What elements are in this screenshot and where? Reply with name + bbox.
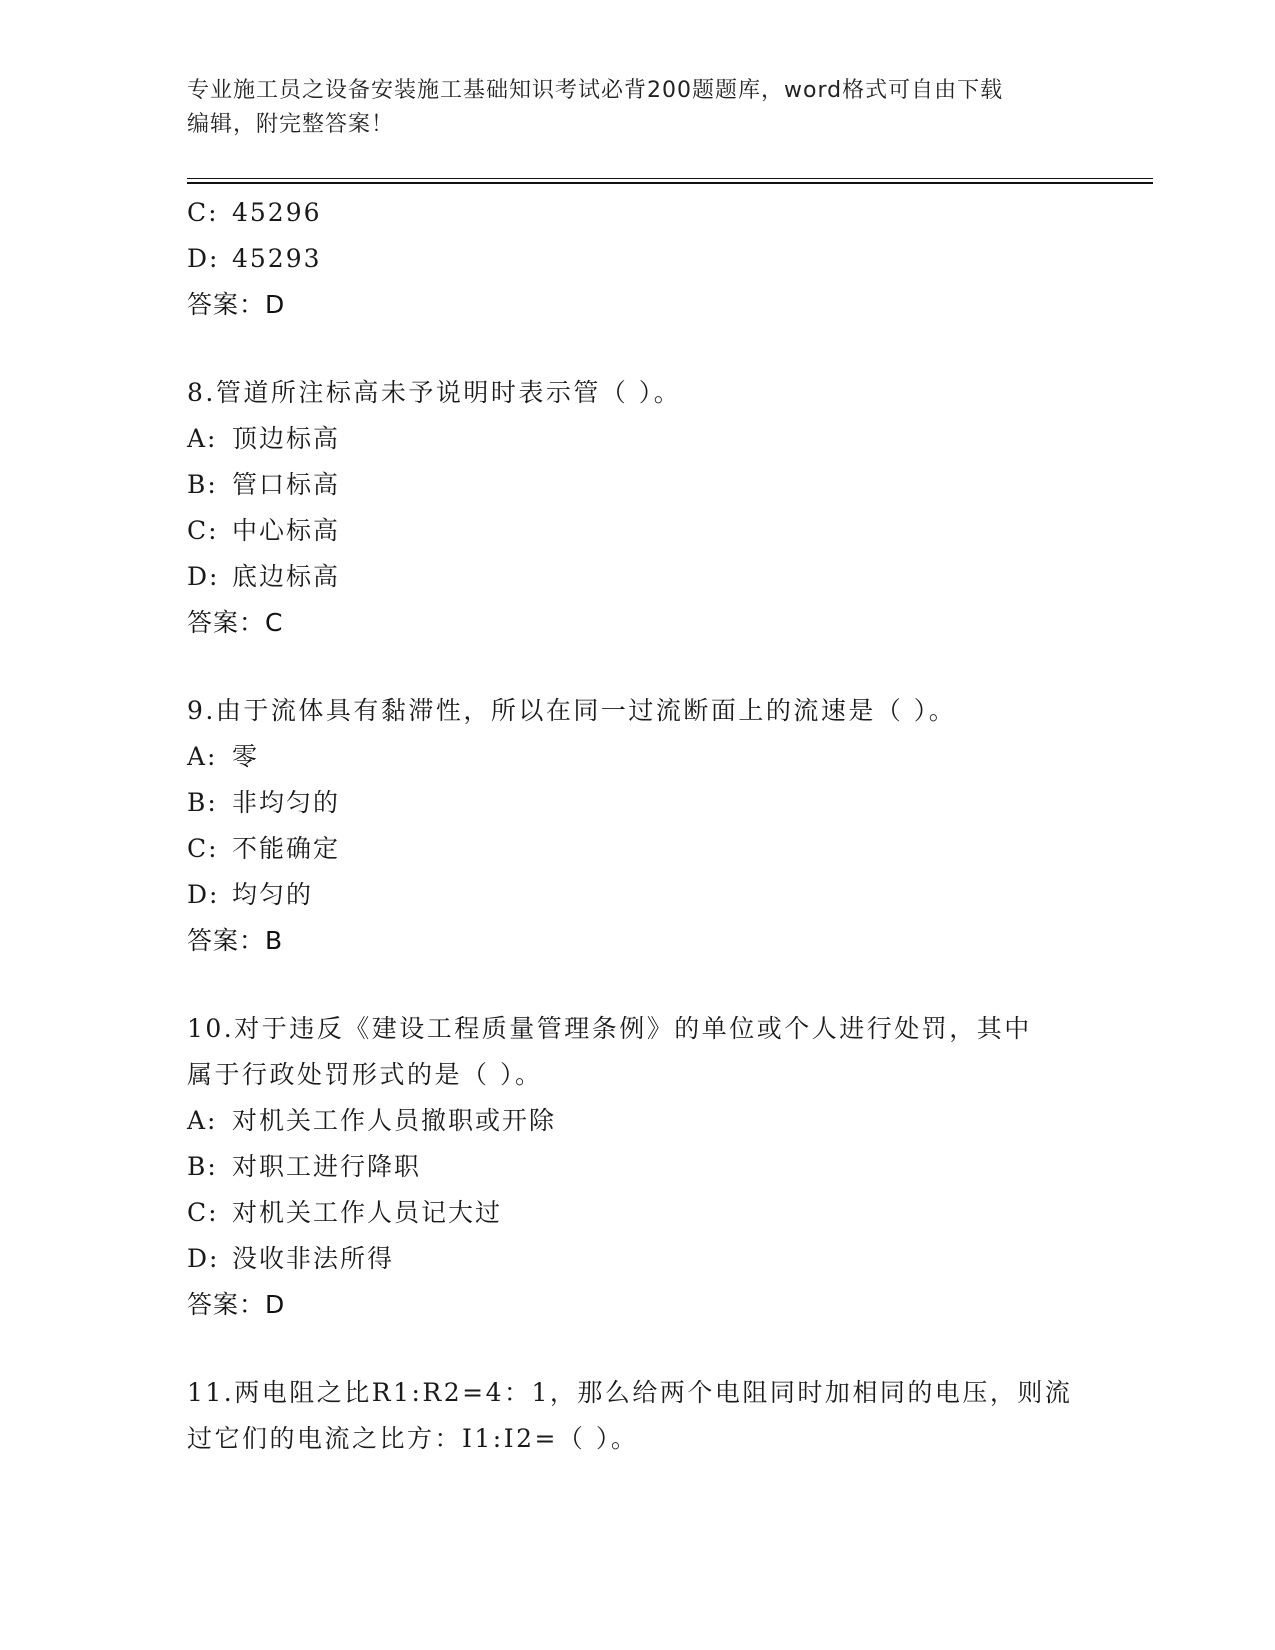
question-line: 10.对于违反《建设工程质量管理条例》的单位或个人进行处罚，其中: [187, 1014, 1032, 1043]
header-line-2: 编辑，附完整答案！: [187, 112, 395, 137]
option-c: [187, 508, 1127, 554]
option-text: 零: [232, 742, 260, 771]
option-text: 中心标高: [232, 516, 341, 545]
answer: 答案：C: [187, 608, 284, 637]
question-7-tail: [187, 190, 1127, 328]
option-d: [187, 872, 1127, 918]
option-text: 45296: [232, 198, 322, 227]
question-11: [187, 1370, 1127, 1462]
option-label: A:: [187, 1106, 218, 1135]
answer: 答案：D: [187, 1290, 286, 1319]
option-c: [187, 1190, 1127, 1236]
option-label: C:: [187, 834, 219, 863]
header-divider-thin: [187, 178, 1153, 179]
header-line-1: 专业施工员之设备安装施工基础知识考试必背200题题库，word格式可自由下载: [187, 78, 1004, 103]
question-line: 属于行政处罚形式的是（ ）。: [187, 1060, 543, 1089]
option-c: [187, 190, 1127, 236]
option-text: 管口标高: [232, 470, 341, 499]
option-label: D:: [187, 562, 220, 591]
option-text: 对机关工作人员记大过: [232, 1198, 503, 1227]
option-b: [187, 780, 1127, 826]
option-label: C:: [187, 516, 219, 545]
option-d: [187, 236, 1127, 282]
option-a: [187, 1098, 1127, 1144]
option-c: [187, 826, 1127, 872]
question-line: 8.管道所注标高未予说明时表示管（ ）。: [187, 378, 682, 407]
question-stem: [187, 370, 1127, 416]
option-d: [187, 554, 1127, 600]
option-b: [187, 1144, 1127, 1190]
answer: 答案：B: [187, 926, 284, 955]
option-text: 均匀的: [232, 880, 314, 909]
option-a: [187, 734, 1127, 780]
question-10: [187, 1006, 1127, 1328]
option-text: 不能确定: [232, 834, 341, 863]
option-text: 45293: [232, 244, 322, 273]
question-line: 过它们的电流之比方：I1:I2=（ ）。: [187, 1424, 639, 1453]
option-text: 没收非法所得: [232, 1244, 395, 1273]
document-body: [187, 190, 1127, 1462]
option-label: A:: [187, 742, 218, 771]
option-text: 对机关工作人员撤职或开除: [232, 1106, 557, 1135]
option-label: B:: [187, 470, 218, 499]
option-text: 非均匀的: [232, 788, 341, 817]
option-text: 底边标高: [232, 562, 341, 591]
question-stem: [187, 1370, 1127, 1462]
option-label: A:: [187, 424, 218, 453]
option-label: B:: [187, 1152, 218, 1181]
question-stem: [187, 1006, 1127, 1098]
answer: 答案：D: [187, 290, 286, 319]
option-label: B:: [187, 788, 218, 817]
option-a: [187, 416, 1127, 462]
header-divider-thick: [187, 182, 1153, 184]
option-label: C:: [187, 1198, 219, 1227]
question-9: [187, 688, 1127, 964]
option-b: [187, 462, 1127, 508]
question-line: 9.由于流体具有黏滞性，所以在同一过流断面上的流速是（ ）。: [187, 696, 957, 725]
option-label: D:: [187, 1244, 220, 1273]
option-text: 顶边标高: [232, 424, 341, 453]
option-label: D:: [187, 244, 220, 273]
option-label: C:: [187, 198, 219, 227]
option-label: D:: [187, 880, 220, 909]
question-line: 11.两电阻之比R1:R2=4：1，那么给两个电阻同时加相同的电压，则流: [187, 1378, 1073, 1407]
question-stem: [187, 688, 1127, 734]
option-text: 对职工进行降职: [232, 1152, 422, 1181]
question-8: [187, 370, 1127, 646]
document-header: [187, 74, 1087, 142]
option-d: [187, 1236, 1127, 1282]
